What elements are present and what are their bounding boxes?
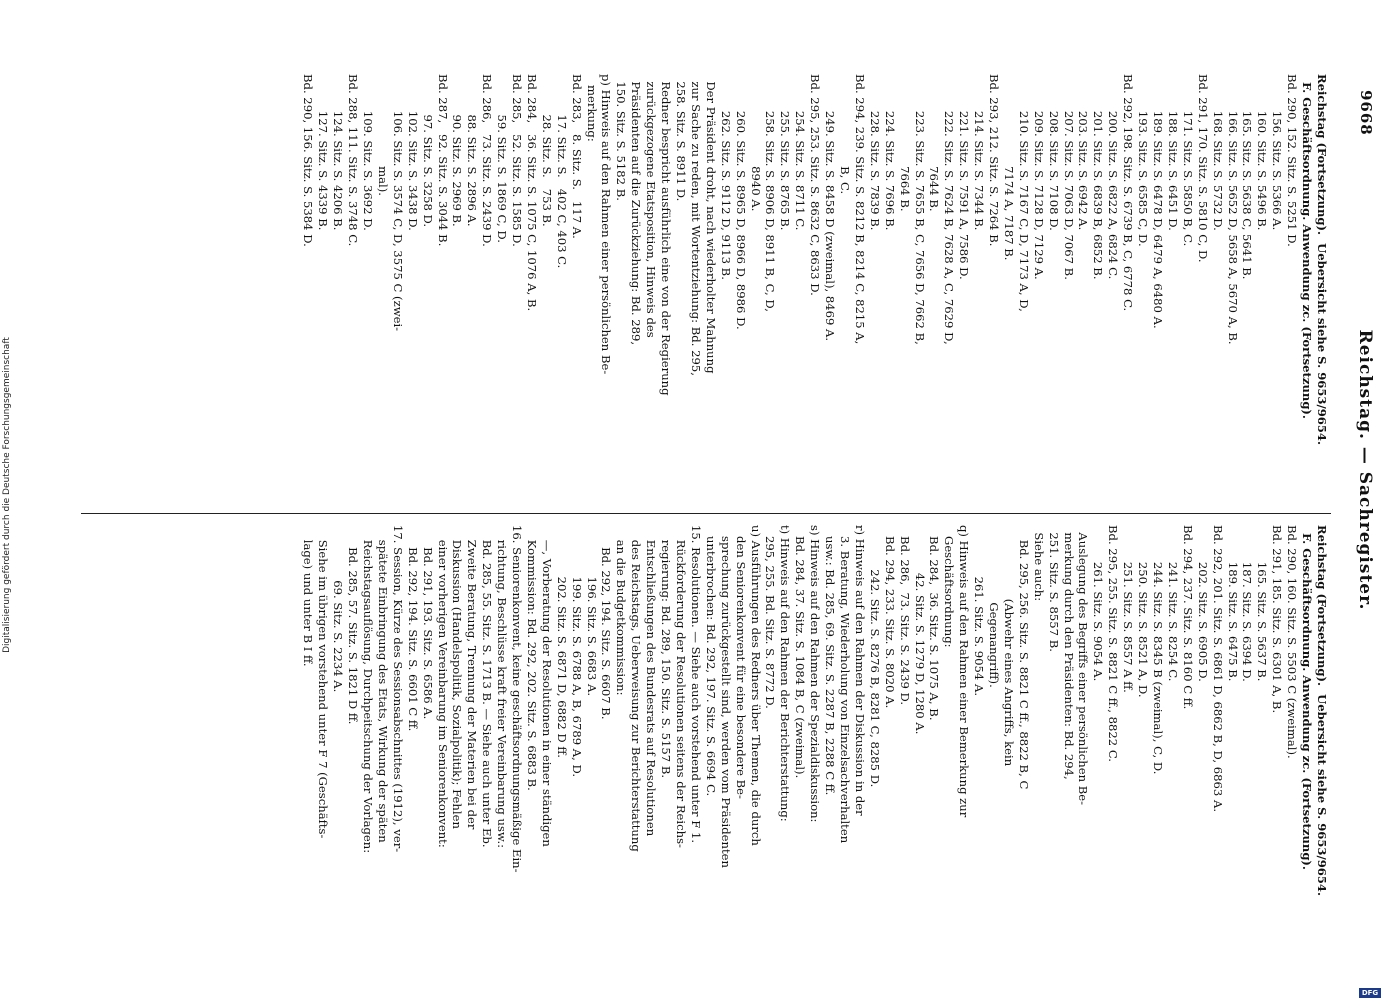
index-line: 17. Sitz. S. 402 C, 403 C. [554,74,569,269]
index-line: Bd. 295, 255. Sitz. S. 8821 C ff., 8822 C. [1106,525,1121,762]
index-line: 254. Sitz. S. 8711 C. [793,74,808,231]
index-line: 150. Sitz. S. 5182 B. [614,74,629,201]
index-line: richtung, Beschlüsse kraft freier Vereinbarung usw.: [495,525,510,849]
index-line: 241. Sitz. S. 8254 C. [1165,525,1180,682]
index-line: 3. Beratung, Wiederholung von Einzelsachverhalten [838,525,852,844]
index-line: 202. Sitz. S. 6871 D, 6882 D ff. [554,525,569,758]
index-line: 106. Sitz. S. 3574 C, D, 3575 C (zwei- [390,74,405,332]
index-line: —, Vorberatung der Resolutionen in einer ständigen [539,525,554,847]
index-line: s) Hinweis auf den Rahmen der Spezialdiskussion: [808,525,823,823]
index-line: 202. Sitz. S. 6905 D. [1195,525,1210,682]
index-line: Bd. 291, 193. Sitz. S. 6586 A. [420,525,435,720]
index-line: 90. Sitz. S. 2969 B. [450,74,465,227]
index-line: Der Präsident droht, nach wiederholter Mahnung [703,74,718,374]
index-line: 224. Sitz. S. 7696 B. [882,74,897,231]
index-line: 244. Sitz. S. 8345 B (zweimal), C, D. [1151,525,1166,775]
page-header [1343,0,1383,940]
index-line: Bd. 285, 57. Sitz. S. 1821 D ff. [346,525,361,725]
index-line: Gegenangriff). [987,525,1002,688]
index-line: mal). [375,74,390,196]
index-line: 200. Sitz. S. 6822 A, 6824 C. [1106,74,1121,280]
index-line: 165. Sitz. S. 5638 C, 5641 B. [1240,74,1255,280]
index-line: 168. Sitz. S. 5732 D. [1210,74,1225,231]
index-line: 7664 B. [897,74,912,212]
index-line: Auslegung des Begriffs einer persönlichen Be- [1076,525,1091,806]
index-line: Bd. 284, 36. Sitz. S. 1075 A, B. [927,525,942,721]
index-line: 165. Sitz. S. 5637 B. [1255,525,1270,682]
index-line: 223. Sitz. S. 7655 B, C, 7656 D, 7662 B, [912,74,927,345]
index-line: den Seniorenkonvent für eine besondere Be- [733,525,748,799]
index-line: Bd. 295, 253. Sitz. S. 8632 C, 8633 D. [808,74,823,296]
index-line: Bd. 292, 194. Sitz. S. 6607 B. [599,525,614,720]
index-line: Präsidenten auf die Zurückziehung: Bd. 289, [629,74,644,346]
index-line: 7644 B. [927,74,942,212]
index-line: 208. Sitz. S. 7108 D. [1046,74,1061,231]
index-line: 97. Sitz. S. 3258 D. [420,74,435,228]
index-line: Redner bespricht ausführlich eine von der Regierung [659,74,674,396]
index-line: 295, 255. Bd. Sitz. S. 8772 D. [763,525,778,709]
right-column [79,525,1329,955]
index-line: zurückgezogene Etatsposition, Hinweis des [644,74,659,338]
index-line: 124. Sitz. S. 4206 B. [331,74,346,231]
index-line: u) Ausführungen des Redners über Themen, die durch [748,525,763,846]
index-line: 251. Sitz. S. 8557 B. [1046,525,1061,652]
index-line: 88. Sitz. S. 2896 A. [465,74,480,227]
index-line: usw.: Bd. 285, 69. Sitz. S. 2287 B, 2288 C ff. [823,525,838,796]
index-line: Bd. 286, 73. Sitz. S. 2439 D. [897,525,912,706]
index-line: 102. Sitz. S. 3438 D. [405,74,420,231]
index-line: des Reichstags, Ueberweisung zur Berichterstattung [629,525,644,852]
index-line: F. Geschäftsordnung. Anwendung zc. (Fortsetzung). [1300,525,1315,870]
index-line: Bd. 283, 8. Sitz. S. 117 A. [569,74,584,239]
page-number: 9668 [1357,90,1375,136]
index-line: Reichstag (Fortsetzung). Uebersicht siehe S. 9653/9654. [1315,525,1329,896]
index-line: Bd. 287, 92. Sitz. S. 3044 B. [435,74,450,247]
index-line: Reichstagsauflösung, Durchpeitschung der Vorlagen: [361,525,375,854]
index-line: F. Geschäftsordnung. Anwendung zc. (Fortsetzung). [1300,74,1315,419]
index-line: 221. Sitz. S. 7591 A, 7586 D. [957,74,972,280]
index-line: Rückforderung der Resolutionen seitens der Reichs- [674,525,689,848]
index-line: 42. Sitz. S. 1279 D, 1280 A. [912,525,927,735]
index-line: 203. Sitz. S. 6942 A. [1076,74,1091,231]
index-line: (Abwehr eines Angriffs, kein [1001,525,1016,767]
digitization-note: Digitalisierung gefördert durch die Deutsche Forschungsgemeinschaft [2,337,12,653]
index-line: 187. Sitz. S. 6394 D. [1240,525,1255,682]
index-line: 258. Sitz. S. 8911 D. [674,74,689,202]
index-line: 8940 A. [748,74,763,212]
index-line: 255. Sitz. S. 8765 B. [778,74,793,231]
index-line: Bd. 284, 37. Sitz. S. 1084 B, C (zweimal). [793,525,808,779]
index-line: Bd. 294, 233. Sitz. S. 8020 A. [882,525,897,709]
column-divider [81,513,1331,514]
index-line: merkung: [584,74,599,142]
index-line: 171. Sitz. S. 5850 B, C. [1180,74,1195,247]
index-line: 127. Sitz. S. 4339 B. [316,74,331,231]
index-line: Bd. 284, 36. Sitz. S. 1075 C, 1076 A, B. [524,74,539,312]
index-line: Bd. 292, 201. Sitz. S. 6861 D, 6862 B, D, 6863 A. [1210,525,1225,813]
index-line: merkung durch den Präsidenten: Bd. 294, [1061,525,1076,780]
index-line: r) Hinweis auf den Rahmen der Diskussion in der [852,525,867,816]
index-line: Bd. 291, 185. Sitz. S. 6301 A, B. [1270,525,1285,714]
index-line: B, C. [838,74,852,195]
index-line: Reichstag (Fortsetzung). Uebersicht siehe S. 9653/9654. [1315,74,1329,445]
index-line: Bd. 285, 55. Sitz. S. 1713 B. — Siehe auch unter Eb. [480,525,495,848]
index-line: p) Hinweis auf den Rahmen einer persönlichen Be- [599,74,614,375]
index-line: 249. Sitz. S. 8458 D (zweimal), 8469 A. [823,74,838,342]
index-line: 28. Sitz. S. 753 B. [539,74,554,227]
running-title: Reichstag. — Sachregister. [1355,329,1375,611]
index-line: 209. Sitz. S. 7128 D, 7129 A. [1031,74,1046,280]
index-line: Siehe im übrigen vorstehend unter F 7 (Geschäfts- [316,525,331,839]
index-line: Bd. 294, 237. Sitz. S. 8160 C ff. [1180,525,1195,710]
index-line: Entschließungen des Bundesrats auf Resolutionen [644,525,659,837]
index-line: 109. Sitz. S. 3692 D. [361,74,375,231]
index-line: Bd. 285, 52. Sitz. S. 1585 D. [510,74,525,247]
index-line: 15. Resolutionen. — Siehe auch vorstehend unter F 1. [688,525,703,844]
index-line: Bd. 292, 198. Sitz. S. 6739 B, C, 6778 C. [1121,74,1136,312]
index-line: zur Sache zu reden, mit Wortentziehung: Bd. 295, [688,74,703,376]
index-line: Geschäftsordnung: [942,525,957,648]
index-line: regierung: Bd. 289, 150. Sitz. S. 5157 B. [659,525,674,779]
index-line: lage) und unter B I ff. [301,525,316,667]
index-line: Bd. 292, 194. Sitz. S. 6601 C ff. [405,525,420,732]
index-line: 7174 A, 7187 B. [1001,74,1016,261]
index-line: 201. Sitz. S. 6839 B, 6852 B. [1091,74,1106,280]
index-line: Diskussion (Handelspolitik, Sozialpolitik); Fehlen [450,525,465,829]
index-line: 17. Session, Kürze des Sessionsabschnittes (1912), ver- [390,525,405,853]
index-line: unterbrochen: Bd. 292, 197. Sitz. S. 6694 C. [703,525,718,797]
index-line: 251. Sitz. S. 8557 A ff. [1121,525,1136,693]
index-line: 189. Sitz. S. 6478 D, 6479 A, 6480 A. [1151,74,1166,329]
index-line: sprechung zurückgestellt sind, werden vom Präsidenten [718,525,733,868]
index-line: 207. Sitz. S. 7063 D, 7067 B. [1061,74,1076,280]
index-line: 193. Sitz. S. 6585 C, D. [1136,74,1151,247]
index-line: 258. Sitz. S. 8906 D, 8911 B, C, D, [763,74,778,312]
index-line: 228. Sitz. S. 7839 B. [867,74,882,231]
index-line: Bd. 288, 111. Sitz. S. 3748 C. [346,74,361,247]
index-line: Bd. 290, 152. Sitz. S. 5251 D. [1285,74,1300,247]
index-line: Kommission: Bd. 292, 202. Sitz. S. 6883 B. [524,525,539,791]
index-line: 189. Sitz. S. 6475 B. [1225,525,1240,682]
index-line: 262. Sitz. S. 9112 D, 9113 B. [718,74,733,280]
index-line: 222. Sitz. S. 7624 B, 7628 A, C, 7629 D, [942,74,957,345]
index-line: 59. Sitz. S. 1869 C, D. [495,74,510,243]
left-column [79,74,1329,504]
index-line: 188. Sitz. S. 6451 D. [1165,74,1180,231]
index-line: 261. Sitz. S. 9054 A. [1091,525,1106,682]
index-line: Zweite Beratung, Trennung der Materien bei der [465,525,480,830]
index-line: Bd. 290, 156. Sitz. S. 5384 D. [301,74,316,247]
index-line: 69. Sitz. S. 2234 A. [331,525,346,693]
index-line: 16. Seniorenkonvent, keine geschäftsordnungsmäßige Ein- [510,525,525,873]
index-line: 214. Sitz. S. 7344 B. [972,74,987,231]
index-line: 196. Sitz. S. 6683 A. [584,525,599,697]
index-line: Bd. 295, 256. Sitz. S. 8821 C ff., 8822 B, C [1016,525,1031,790]
index-line: Bd. 294, 239. Sitz. S. 8212 B, 8214 C, 8215 A, [852,74,867,345]
index-line: Bd. 293, 212. Sitz. S. 7264 B. [987,74,1002,247]
index-line: Bd. 286, 73. Sitz. S. 2439 D. [480,74,495,247]
index-line: t) Hinweis auf den Rahmen der Berichterstattung: [778,525,793,822]
index-line: 156. Sitz. S. 5366 A. [1270,74,1285,231]
index-line: 242. Sitz. S. 8276 B, 8281 C, 8285 D. [867,525,882,788]
index-line: 210. Sitz. S. 7167 C, D, 7173 A, D, [1016,74,1031,312]
index-line: spätete Einbringung des Etats, Wirkung der späten [375,525,390,843]
index-line: 261. Sitz. S. 9054 A. [972,525,987,697]
index-line: 166. Sitz. S. 5652 D, 5658 A, 5670 A, B. [1225,74,1240,345]
index-line: einer vorherigen Vereinbarung im Seniorenkonvent: [435,525,450,848]
index-line: an die Budgetkommission: [614,525,629,696]
index-line: 260. Sitz. S. 8965 D, 8966 D, 8986 D. [733,74,748,330]
index-line: 250. Sitz. S. 8521 A, D. [1136,525,1151,698]
index-line: 160. Sitz. S. 5496 B. [1255,74,1270,231]
index-line: Siehe auch: [1031,525,1046,602]
index-line: Bd. 291, 170. Sitz. S. 5810 C, D. [1195,74,1210,263]
dfg-logo: DFG [1359,988,1381,998]
index-line: 199. Sitz. S. 6788 A, B, 6789 A, D. [569,525,584,778]
index-line: q) Hinweis auf den Rahmen einer Bemerkung zur [957,525,972,818]
index-line: Bd. 290, 160. Sitz. S. 5503 C (zweimal). [1285,525,1300,759]
